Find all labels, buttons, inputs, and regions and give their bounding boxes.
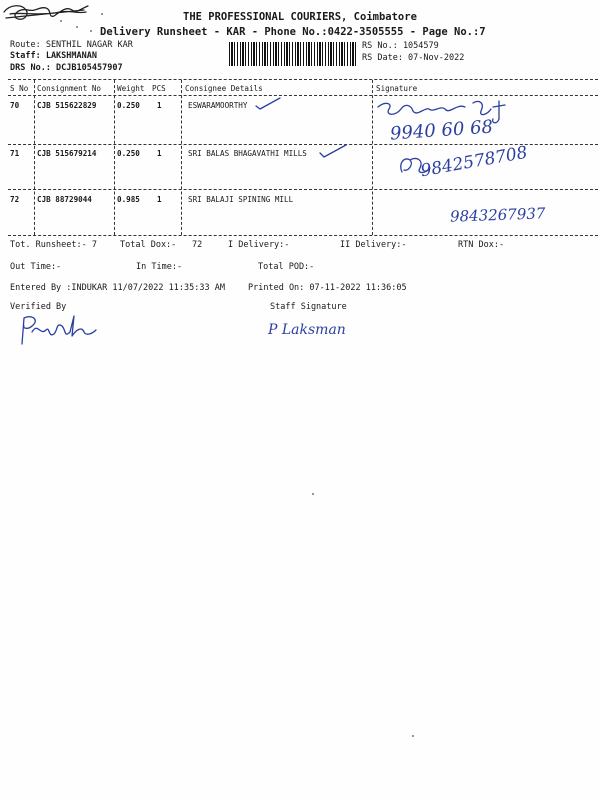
row-consignee: SRI BALAJI SPINING MILL [188, 195, 294, 204]
verified-by-label: Verified By [10, 302, 67, 312]
row-weight: 0.250 [117, 149, 140, 158]
tot-runsheet: Tot. Runsheet:- 7 [10, 240, 97, 250]
total-dox-label: Total Dox:- [120, 240, 177, 250]
row-sno: 71 [10, 149, 20, 158]
entered-by: Entered By :INDUKAR 11/07/2022 11:35:33 AM [10, 283, 225, 293]
scan-speck [90, 30, 92, 32]
rtn-dox: RTN Dox:- [458, 240, 505, 250]
handwritten-phone: 9842578708 [419, 142, 530, 182]
row-consignee: SRI BALAS BHAGAVATHI MILLS [188, 149, 307, 158]
col-header-weight: Weight [117, 84, 145, 93]
scan-speck [412, 735, 414, 737]
row-pcs: 1 [157, 101, 162, 110]
scan-speck [60, 20, 62, 22]
rs-date: RS Date: 07-Nov-2022 [362, 53, 465, 63]
row-sno: 72 [10, 195, 20, 204]
row-pcs: 1 [157, 195, 162, 204]
row-weight: 0.250 [117, 101, 140, 110]
runsheet-title: Delivery Runsheet - KAR - Phone No.:0422-3505555 - Page No.:7 [100, 26, 486, 38]
row-pcs: 1 [157, 149, 162, 158]
row-consignee: ESWARAMOORTHY [188, 101, 248, 110]
table-top-rule [8, 79, 598, 80]
row-separator [8, 189, 598, 190]
total-dox-value: 72 [192, 240, 203, 250]
staff-signature-label: Staff Signature [270, 302, 347, 312]
col-divider [181, 80, 182, 235]
handwritten-phone: 9940 60 68 [389, 116, 494, 145]
col-header-signature: Signature [376, 84, 418, 93]
i-delivery: I Delivery:- [228, 240, 290, 250]
route: Route: SENTHIL NAGAR KAR [10, 40, 133, 50]
scan-speck [312, 493, 314, 495]
table-bottom-rule [8, 235, 598, 236]
tick-mark [254, 96, 284, 110]
barcode [229, 42, 357, 66]
col-divider [114, 80, 115, 235]
row-consignment: CJB 515622829 [37, 101, 97, 110]
scan-speck [101, 13, 103, 15]
row-consignment: CJB 515679214 [37, 149, 97, 158]
handwritten-phone: 9843267937 [449, 204, 546, 226]
out-time: Out Time:- [10, 262, 62, 272]
company-title: THE PROFESSIONAL COURIERS, Coimbatore [183, 11, 417, 23]
rs-number: RS No.: 1054579 [362, 41, 439, 51]
drs-number: DRS No.: DCJB105457907 [10, 63, 123, 73]
row-sno: 70 [10, 101, 20, 110]
header-rule [8, 95, 598, 96]
col-divider [372, 80, 373, 235]
staff-signature: P Laksman [268, 322, 346, 338]
col-header-consignment: Consignment No [37, 84, 102, 93]
ii-delivery: II Delivery:- [340, 240, 407, 250]
col-divider [34, 80, 35, 235]
col-header-pcs: PCS [152, 84, 166, 93]
col-header-consignee: Consignee Details [185, 84, 263, 93]
in-time: In Time:- [136, 262, 183, 272]
row-consignment: CJB 88729044 [37, 195, 92, 204]
total-pod: Total POD:- [258, 262, 315, 272]
printed-on: Printed On: 07-11-2022 11:36:05 [248, 283, 407, 293]
tick-mark [318, 143, 348, 159]
handwritten-signature [0, 0, 90, 26]
verifier-signature [10, 312, 100, 348]
row-weight: 0.985 [117, 195, 140, 204]
col-header-sno: S No [10, 84, 29, 93]
scan-speck [76, 26, 78, 28]
staff-name: Staff: LAKSHMANAN [10, 51, 97, 61]
